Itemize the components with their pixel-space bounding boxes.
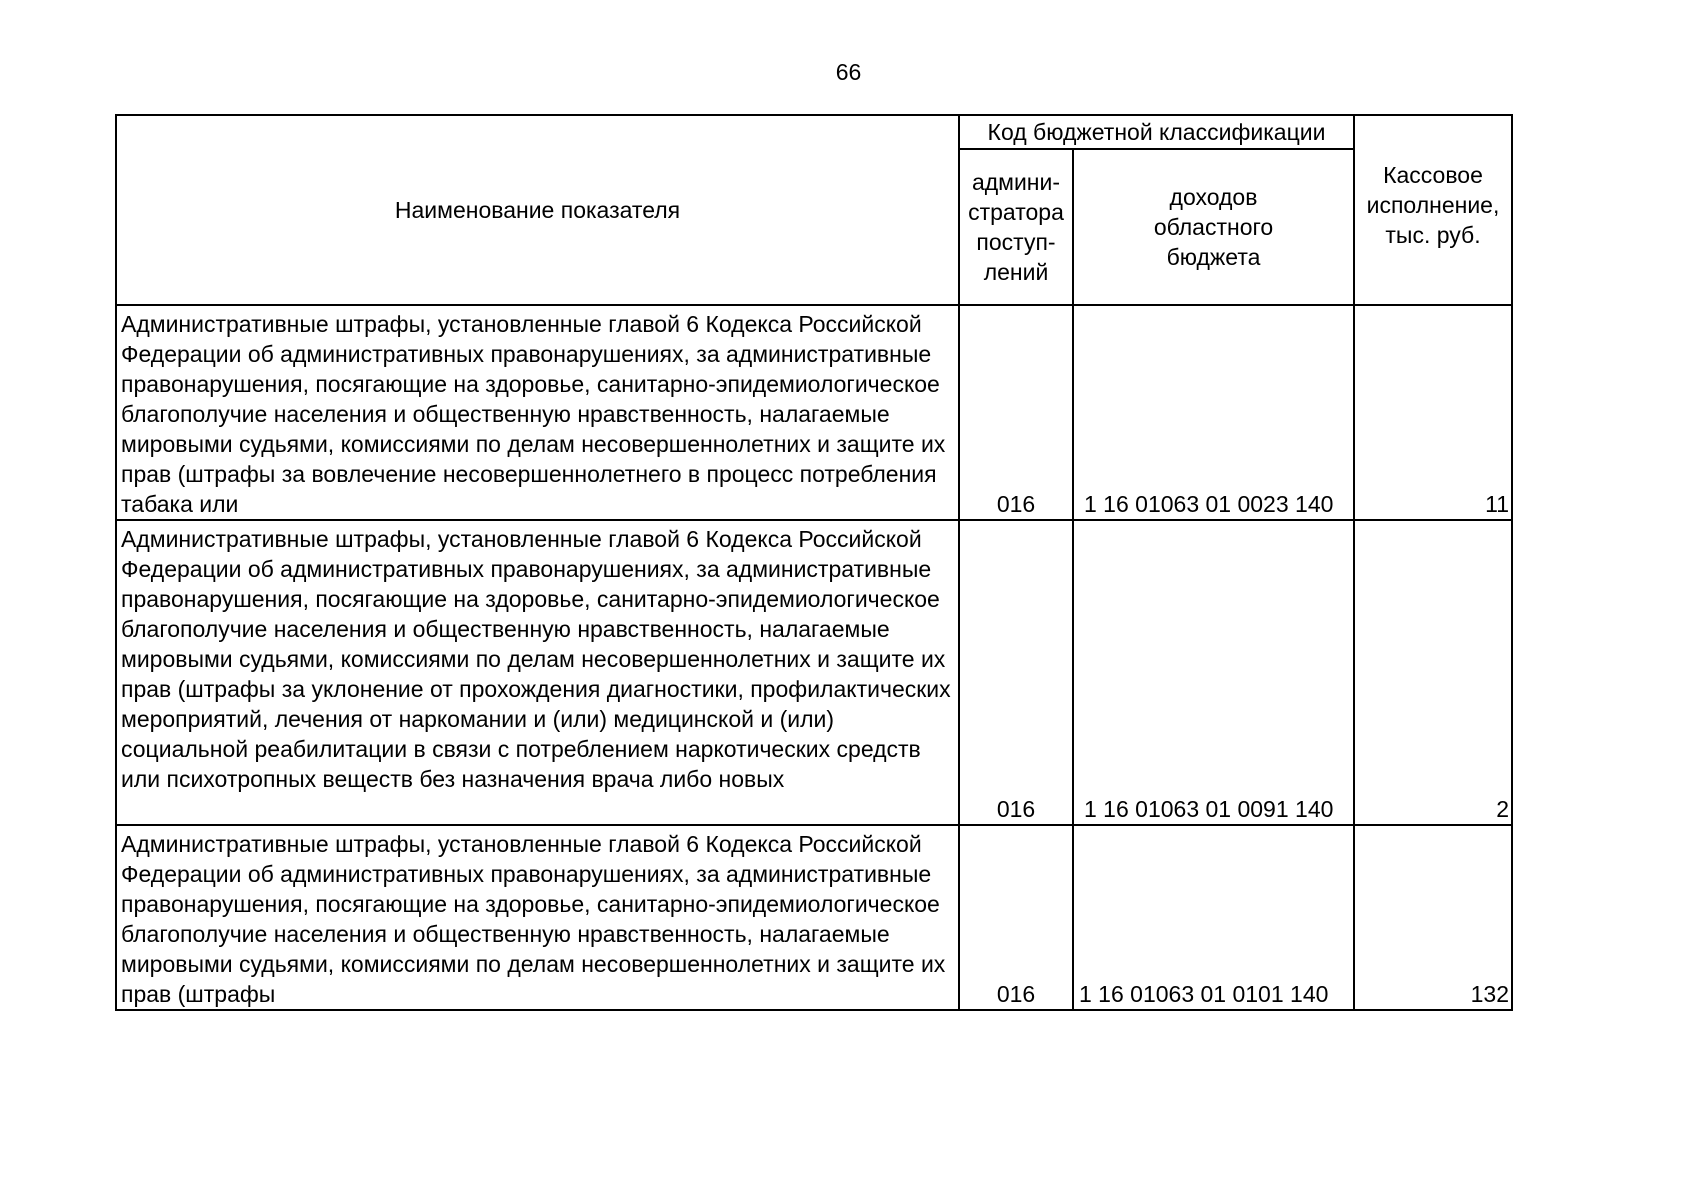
column-header-income — [1073, 149, 1354, 305]
row-name-cell — [116, 825, 959, 1010]
row-name: Административные штрафы, установленные главой 6 Кодекса Российской Федерации об административных правонарушениях, за административные правонарушения, посягающие на здоровье, санитарно-эпидемиологическое благополучие населения и общественную нравственность, налагаемые мировыми судьями, комиссиями по делам несовершеннолетних и защите их прав (штрафы за вовлечение несовершеннолетнего в процесс потребления табака или — [121, 311, 946, 517]
row-admin-code: 016 — [959, 825, 1073, 1010]
table-row — [116, 520, 1512, 825]
row-sum: 132 — [1354, 825, 1512, 1010]
table-header-row — [116, 115, 1512, 149]
table-row — [116, 825, 1512, 1010]
admin-header-label: админи- стратора поступ- лений — [968, 169, 1064, 285]
column-header-admin — [959, 149, 1073, 305]
page-number: 66 — [835, 59, 862, 85]
budget-table — [115, 114, 1513, 1011]
row-income-code: 1 16 01063 01 0023 140 — [1073, 305, 1354, 520]
row-income-code: 1 16 01063 01 0101 140 — [1073, 825, 1354, 1010]
column-group-header-code: Код бюджетной классификации — [959, 115, 1354, 149]
income-header-label: доходов областного бюджета — [1153, 184, 1274, 270]
sum-header-label: Кассовое исполнение, тыс. руб. — [1366, 162, 1500, 248]
row-sum: 2 — [1354, 520, 1512, 825]
column-header-name: Наименование показателя — [116, 115, 959, 305]
row-sum: 11 — [1354, 305, 1512, 520]
row-income-code: 1 16 01063 01 0091 140 — [1073, 520, 1354, 825]
row-name-cell — [116, 305, 959, 520]
row-name: Административные штрафы, установленные главой 6 Кодекса Российской Федерации об административных правонарушениях, за административные правонарушения, посягающие на здоровье, санитарно-эпидемиологическое благополучие населения и общественную нравственность, налагаемые мировыми судьями, комиссиями по делам несовершеннолетних и защите их прав (штрафы за уклонение от прохождения диагностики, профилактических мероприятий, лечения от наркомании и (или) медицинской и (или) социальной реабилитации в связи с потреблением наркотических средств или психотропных веществ без назначения врача либо новых — [121, 526, 951, 792]
row-admin-code: 016 — [959, 305, 1073, 520]
row-admin-code: 016 — [959, 520, 1073, 825]
column-header-sum — [1354, 115, 1512, 305]
table-row — [116, 305, 1512, 520]
row-name: Административные штрафы, установленные главой 6 Кодекса Российской Федерации об административных правонарушениях, за административные правонарушения, посягающие на здоровье, санитарно-эпидемиологическое благополучие населения и общественную нравственность, налагаемые мировыми судьями, комиссиями по делам несовершеннолетних и защите их прав (штрафы — [121, 831, 946, 1007]
row-name-cell — [116, 520, 959, 825]
